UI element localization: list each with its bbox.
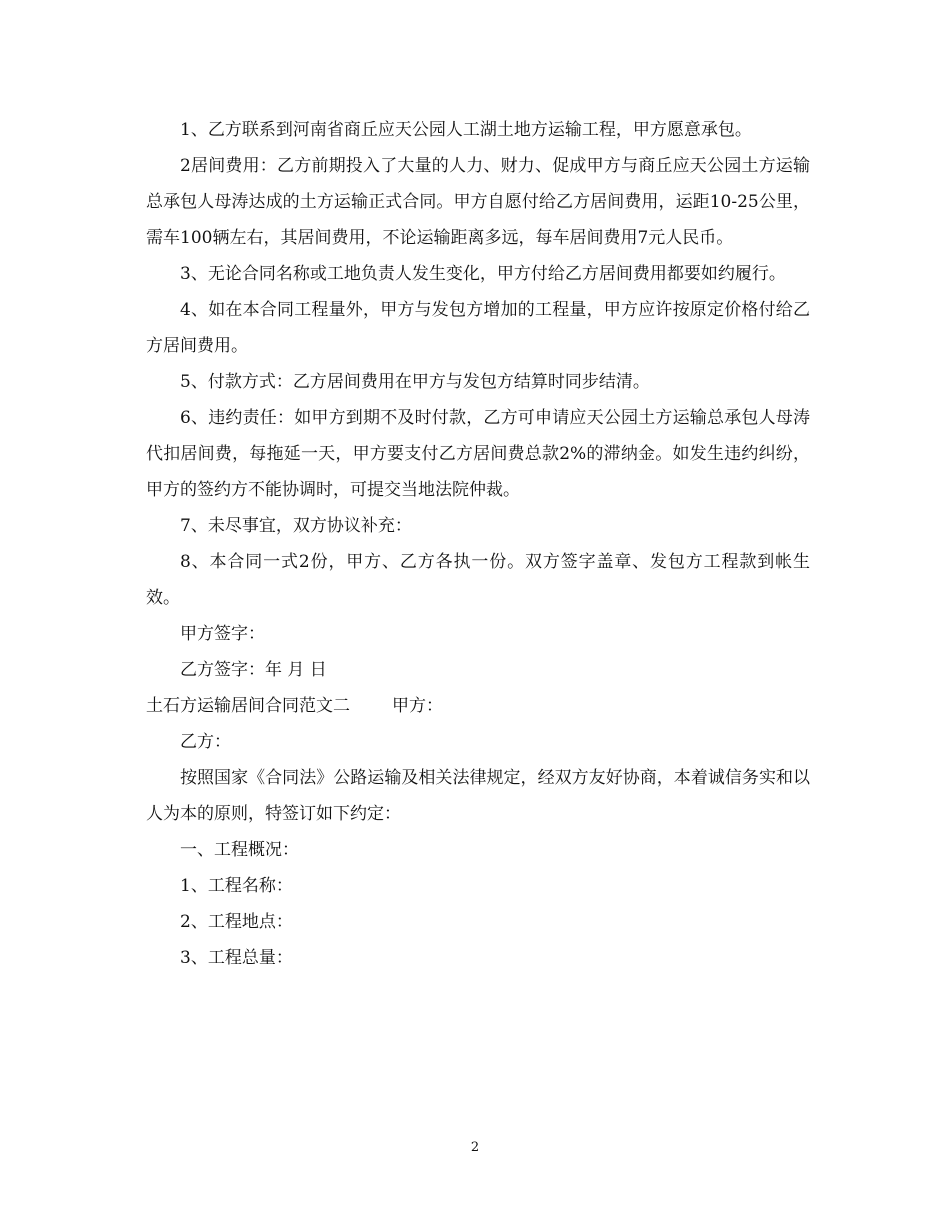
project-name-field: 1、工程名称：: [180, 876, 293, 896]
paragraph-additional-work: 4、如在本合同工程量外，甲方与发包方增加的工程量，甲方应许按原定价格付给乙方居间费用。: [146, 300, 810, 356]
section-title: 土石方运输居间合同范文二: [146, 696, 350, 716]
paragraph-payment-method: 5、付款方式：乙方居间费用在甲方与发包方结算时同步结清。: [180, 372, 650, 392]
page-number: 2: [470, 1140, 480, 1155]
project-location-field: 2、工程地点：: [180, 912, 293, 932]
document-body: [146, 112, 810, 976]
paragraph-agreement-basis: 按照国家《合同法》公路运输及相关法律规定，经双方友好协商，本着诚信务实和以人为本的原则，特签订如下约定：: [146, 768, 810, 824]
project-total-field: 3、工程总量：: [180, 948, 293, 968]
section-party-a: 甲方：: [392, 696, 443, 716]
project-overview-heading: 一、工程概况：: [180, 840, 299, 860]
paragraph-name-change: 3、无论合同名称或工地负责人发生变化，甲方付给乙方居间费用都要如约履行。: [180, 264, 786, 284]
party-b-signature-date: 乙方签字：年 月 日: [180, 660, 327, 680]
paragraph-breach-liability: 6、违约责任：如甲方到期不及时付款，乙方可申请应天公园土方运输总承包人母涛代扣居间费，每拖延一天，甲方要支付乙方居间费总款2%的滞纳金。如发生违约纠纷，甲方的签约方不能协调时，可提交当地法院仲裁。: [146, 408, 810, 500]
paragraph-copies: 8、本合同一式2份，甲方、乙方各执一份。双方签字盖章、发包方工程款到帐生效。: [146, 552, 810, 608]
party-a-signature: 甲方签字：: [180, 624, 265, 644]
paragraph-intermediary-project: 1、乙方联系到河南省商丘应天公园人工湖土地方运输工程，甲方愿意承包。: [180, 120, 752, 140]
party-b-label: 乙方：: [180, 732, 231, 752]
paragraph-intermediary-fee: 2居间费用：乙方前期投入了大量的人力、财力、促成甲方与商丘应天公园土方运输总承包人母涛达成的土方运输正式合同。甲方自愿付给乙方居间费用，运距10-25公里，需车100辆左右，其居间费用，不论运输距离多远，每车居间费用7元人民币。: [146, 156, 810, 248]
paragraph-supplement: 7、未尽事宜，双方协议补充：: [180, 516, 412, 536]
section-heading-line: [146, 688, 810, 724]
